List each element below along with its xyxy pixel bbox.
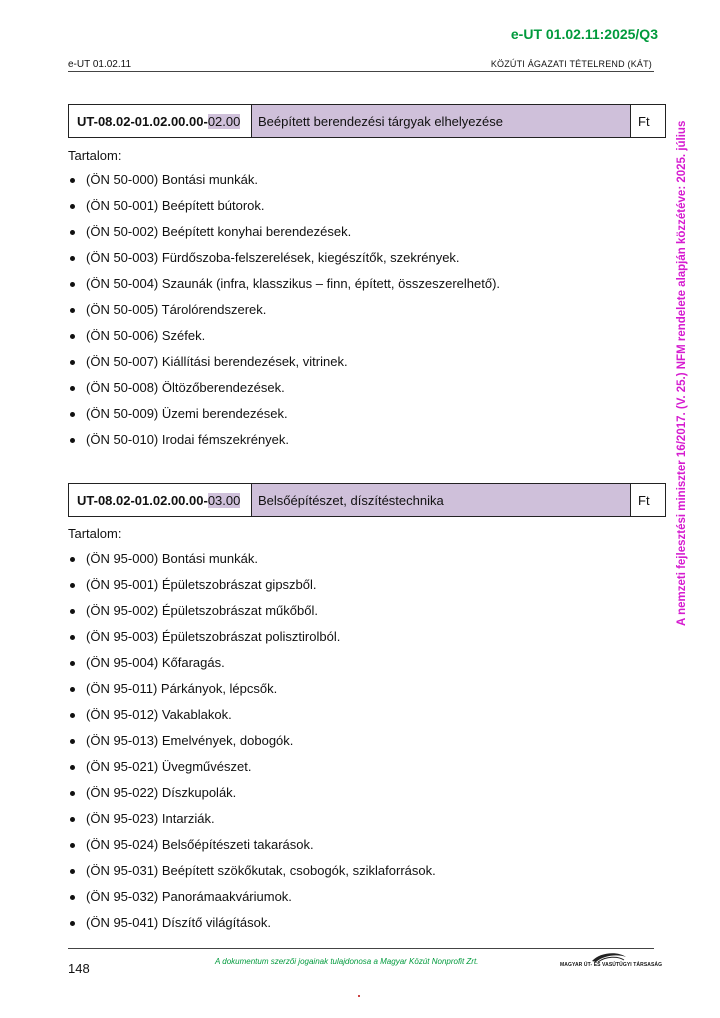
item-code-prefix: UT-08.02-01.02.00.00-	[77, 492, 208, 508]
list-item: (ÖN 50-010) Irodai fémszekrények.	[68, 427, 500, 453]
list-item: (ÖN 50-002) Beépített konyhai berendezések.	[68, 219, 500, 245]
list-item: (ÖN 95-021) Üvegművészet.	[68, 754, 436, 780]
list-item: (ÖN 95-001) Épületszobrászat gipszből.	[68, 572, 436, 598]
list-item: (ÖN 95-012) Vakablakok.	[68, 702, 436, 728]
list-item: (ÖN 95-024) Belsőépítészeti takarások.	[68, 832, 436, 858]
list-item: (ÖN 95-022) Díszkupolák.	[68, 780, 436, 806]
list-item: (ÖN 95-004) Kőfaragás.	[68, 650, 436, 676]
list-item: (ÖN 50-006) Széfek.	[68, 323, 500, 349]
list-item: (ÖN 50-000) Bontási munkák.	[68, 167, 500, 193]
company-logo-icon	[560, 950, 656, 972]
list-item: (ÖN 95-013) Emelvények, dobogók.	[68, 728, 436, 754]
list-item: (ÖN 95-032) Panorámaakváriumok.	[68, 884, 436, 910]
header-divider	[68, 71, 654, 72]
list-item: (ÖN 50-003) Fürdőszoba-felszerelések, kiegészítők, szekrények.	[68, 245, 500, 271]
header-right: KÖZÚTI ÁGAZATI TÉTELREND (KÁT)	[490, 59, 652, 69]
list-item: (ÖN 95-002) Épületszobrászat műkőből.	[68, 598, 436, 624]
logo-text: MAGYAR ÚT- ÉS VASÚTÜGYI TÁRSASÁG	[560, 962, 663, 968]
item-unit-1: Ft	[638, 113, 650, 129]
list-item: (ÖN 50-005) Tárolórendszerek.	[68, 297, 500, 323]
item-code-suffix: 02.00	[207, 113, 241, 129]
list-item: (ÖN 95-000) Bontási munkák.	[68, 546, 436, 572]
document-code: e-UT 01.02.11:2025/Q3	[510, 26, 658, 42]
item-code-2	[69, 484, 252, 516]
side-publication-note: A nemzeti fejlesztési miniszter 16/2017. (V. 25.) NFM rendelete alapján közzétéve: 2025. július	[676, 120, 688, 626]
list-item: (ÖN 50-009) Üzemi berendezések.	[68, 401, 500, 427]
list-item: (ÖN 50-001) Beépített bútorok.	[68, 193, 500, 219]
list-item: (ÖN 95-041) Díszítő világítások.	[68, 910, 436, 936]
list-item: (ÖN 95-023) Intarziák.	[68, 806, 436, 832]
list-item: (ÖN 95-031) Beépített szökőkutak, csobogók, sziklaforrások.	[68, 858, 436, 884]
list-item: (ÖN 95-003) Épületszobrászat polisztirolból.	[68, 624, 436, 650]
item-title-2: Belsőépítészet, díszítéstechnika	[252, 484, 631, 516]
item-title-1: Beépített berendezési tárgyak elhelyezése	[252, 105, 631, 137]
list-item: (ÖN 50-004) Szaunák (infra, klasszikus – finn, épített, összeszerelhető).	[68, 271, 500, 297]
page-number: 148	[68, 961, 90, 976]
page-mark	[358, 995, 360, 997]
item-code-1	[69, 105, 252, 137]
copyright-note: A dokumentum szerzői jogainak tulajdonosa a Magyar Közút Nonprofit Zrt.	[215, 957, 479, 966]
item-list-2	[68, 546, 436, 936]
item-list-1	[68, 167, 500, 453]
list-item: (ÖN 95-011) Párkányok, lépcsők.	[68, 676, 436, 702]
item-code-suffix: 03.00	[207, 492, 241, 508]
content-label-1: Tartalom:	[68, 148, 122, 163]
header-left: e-UT 01.02.11	[68, 59, 132, 70]
item-unit-2: Ft	[638, 492, 650, 508]
content-label-2: Tartalom:	[68, 526, 122, 541]
item-table-1	[68, 104, 666, 138]
list-item: (ÖN 50-008) Öltözőberendezések.	[68, 375, 500, 401]
footer-divider	[68, 948, 654, 949]
list-item: (ÖN 50-007) Kiállítási berendezések, vitrinek.	[68, 349, 500, 375]
item-code-prefix: UT-08.02-01.02.00.00-	[77, 113, 208, 129]
item-table-2	[68, 483, 666, 517]
